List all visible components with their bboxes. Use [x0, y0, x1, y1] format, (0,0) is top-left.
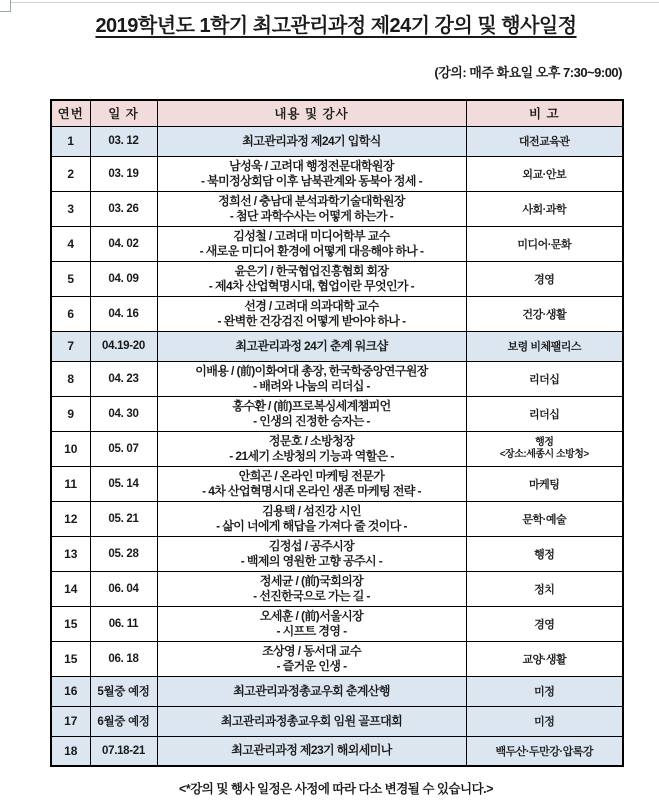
- table-handle-artifact: [0, 0, 11, 12]
- cell-remark-line: 경영: [534, 273, 555, 286]
- table-row: [51, 641, 623, 676]
- cell-content: [157, 466, 466, 501]
- cell-remark: [466, 606, 623, 641]
- footer-note: <*강의 및 행사 일정은 사정에 따라 다소 변경될 수 있습니다.>: [179, 782, 493, 796]
- cell-content: [157, 641, 466, 676]
- cell-date-line: 05. 21: [108, 512, 139, 525]
- cell-content-line: 조상영 / 동서대 교수: [262, 643, 361, 658]
- cell-date: [90, 331, 157, 361]
- cell-content-line: 오세훈 / (前)서울시장: [259, 608, 364, 623]
- cell-remark: [466, 466, 623, 501]
- cell-remark-line: <장소:세종시 소방청>: [499, 448, 589, 460]
- cell-remark-line: 리더십: [529, 408, 560, 421]
- cell-date-line: 03. 19: [108, 167, 139, 180]
- cell-content: [157, 706, 466, 736]
- cell-no: [51, 431, 90, 466]
- cell-date-line: 05. 14: [108, 477, 139, 490]
- cell-remark: [466, 536, 623, 571]
- cell-date: [90, 361, 157, 396]
- cell-no-line: 2: [67, 166, 75, 181]
- cell-content-line: 안희곤 / 온라인 마케팅 전문가: [238, 468, 385, 483]
- cell-no: [51, 361, 90, 396]
- cell-content-line: 정문호 / 소방청장: [268, 433, 355, 448]
- cell-no: [51, 331, 90, 361]
- cell-remark: [466, 296, 623, 331]
- cell-remark-line: 문학·예술: [522, 513, 567, 526]
- cell-date: [90, 261, 157, 296]
- cell-date-line: 06. 18: [108, 652, 139, 665]
- cell-no-line: 3: [67, 201, 75, 216]
- table-row: [51, 126, 623, 156]
- cell-date-line: 04. 09: [108, 272, 139, 285]
- column-header-date: 일 자: [90, 100, 157, 126]
- cell-remark: [466, 126, 623, 156]
- cell-content-line: 남성욱 / 고려대 행정전문대학원장: [229, 158, 394, 173]
- cell-content: [157, 431, 466, 466]
- cell-date-line: 04. 02: [108, 237, 139, 250]
- schedule-note: (강의: 매주 화요일 오후 7:30~9:00): [434, 65, 622, 80]
- cell-content-line: 정세균 / (前)국회의장: [259, 573, 364, 588]
- cell-content-line: - 첨단 과학수사는 어떻게 하는가 -: [229, 208, 394, 223]
- table-row: [51, 261, 623, 296]
- cell-content-line: 최고관리과정 24기 춘계 워크샵: [235, 338, 388, 353]
- cell-no-line: 10: [64, 441, 78, 456]
- cell-content: [157, 396, 466, 431]
- cell-remark: [466, 431, 623, 466]
- cell-content-line: - 인생의 진정한 승자는 -: [253, 413, 370, 428]
- cell-content: [157, 296, 466, 331]
- cell-date: [90, 536, 157, 571]
- cell-content: [157, 261, 466, 296]
- cell-date-line: 04. 30: [108, 407, 139, 420]
- cell-content: [157, 736, 466, 766]
- cell-no: [51, 706, 90, 736]
- cell-remark-line: 미정: [534, 716, 555, 728]
- cell-date: [90, 501, 157, 536]
- cell-date: [90, 156, 157, 191]
- cell-remark: [466, 676, 623, 706]
- cell-remark-line: 교양·생활: [522, 653, 567, 666]
- table-row: [51, 396, 623, 431]
- table-row: [51, 536, 623, 571]
- cell-no-line: 8: [67, 371, 75, 386]
- cell-no-line: 5: [67, 271, 75, 286]
- table-row: [51, 706, 623, 736]
- cell-no-line: 16: [64, 684, 78, 698]
- cell-content-line: 최고관리과정 제23기 해외세미나: [231, 743, 392, 758]
- cell-content-line: 선경 / 고려대 의과대학 교수: [244, 298, 379, 313]
- cell-no: [51, 466, 90, 501]
- cell-date: [90, 571, 157, 606]
- cell-date: [90, 676, 157, 706]
- cell-remark-line: 리더십: [529, 373, 560, 386]
- cell-content: [157, 331, 466, 361]
- cell-remark: [466, 156, 623, 191]
- cell-no: [51, 606, 90, 641]
- cell-remark-line: 정치: [534, 583, 555, 596]
- cell-remark-line: 미디어·문화: [517, 238, 572, 251]
- table-row: [51, 676, 623, 706]
- cell-no: [51, 226, 90, 261]
- cell-date: [90, 191, 157, 226]
- cell-remark: [466, 331, 623, 361]
- cell-content-line: 김용택 / 섬진강 시인: [262, 503, 361, 518]
- table-row: [51, 431, 623, 466]
- cell-date: [90, 226, 157, 261]
- cell-no: [51, 191, 90, 226]
- cell-content-line: - 북미정상회담 이후 남북관계와 동북아 정세 -: [200, 173, 423, 188]
- cell-content: [157, 361, 466, 396]
- cell-remark: [466, 501, 623, 536]
- cell-content: [157, 126, 466, 156]
- cell-content-line: 윤은기 / 한국협업진흥협회 회장: [234, 263, 389, 278]
- cell-content: [157, 191, 466, 226]
- cell-date: [90, 466, 157, 501]
- cell-remark: [466, 571, 623, 606]
- cell-no-line: 18: [64, 743, 78, 758]
- cell-date-line: 04. 16: [108, 307, 139, 320]
- cell-date-line: 5월중 예정: [97, 686, 150, 698]
- cell-no: [51, 156, 90, 191]
- cell-remark-line: 미정: [534, 686, 555, 698]
- cell-no-line: 4: [67, 236, 75, 251]
- table-row: [51, 156, 623, 191]
- schedule-table-body: [51, 126, 623, 766]
- cell-content-line: - 삶이 너에게 해답을 가져다 줄 것이다 -: [216, 518, 407, 533]
- table-row: [51, 606, 623, 641]
- cell-content: [157, 226, 466, 261]
- cell-remark-line: 마케팅: [529, 478, 560, 491]
- cell-no-line: 9: [67, 406, 75, 421]
- cell-content: [157, 536, 466, 571]
- cell-no-line: 11: [64, 476, 78, 491]
- cell-remark-line: 보령 비체팰리스: [507, 341, 581, 353]
- cell-no: [51, 296, 90, 331]
- cell-remark-line: 외교·안보: [522, 168, 567, 181]
- cell-no-line: 1: [67, 134, 75, 148]
- cell-date-line: 05. 28: [108, 547, 139, 560]
- cell-content-line: 최고관리과정 제24기 입학식: [242, 133, 381, 148]
- cell-content-line: - 선진한국으로 가는 길 -: [253, 588, 370, 603]
- schedule-table: [50, 99, 624, 767]
- cell-remark-line: 대전교육관: [518, 136, 570, 148]
- cell-no: [51, 676, 90, 706]
- cell-content-line: 정희선 / 충남대 분석과학기술대학원장: [218, 193, 405, 208]
- cell-content: [157, 501, 466, 536]
- cell-date-line: 03. 26: [108, 202, 139, 215]
- cell-date: [90, 706, 157, 736]
- cell-date-line: 06. 11: [108, 617, 139, 630]
- cell-remark: [466, 736, 623, 766]
- cell-date-line: 07.18-21: [102, 744, 145, 757]
- cell-no: [51, 126, 90, 156]
- cell-content-line: - 백제의 영원한 고향 공주시 -: [240, 553, 383, 568]
- cell-date-line: 04.19-20: [102, 340, 145, 352]
- table-row: [51, 296, 623, 331]
- cell-no-line: 14: [64, 581, 78, 596]
- cell-remark: [466, 641, 623, 676]
- cell-date: [90, 126, 157, 156]
- cell-no-line: 15: [64, 651, 78, 666]
- cell-content: [157, 571, 466, 606]
- cell-no-line: 7: [67, 339, 75, 353]
- cell-content-line: - 제4차 산업혁명시대, 협업이란 무엇인가 -: [208, 278, 415, 293]
- cell-content-line: 김정섭 / 공주시장: [268, 538, 355, 553]
- cell-no-line: 13: [64, 546, 78, 561]
- cell-no-line: 6: [67, 306, 75, 321]
- cell-remark: [466, 361, 623, 396]
- cell-content-line: 홍수환 / (前)프로복싱세계챔피언: [232, 398, 391, 413]
- cell-content-line: 김성철 / 고려대 미디어학부 교수: [233, 228, 390, 243]
- cell-date: [90, 396, 157, 431]
- table-row: [51, 501, 623, 536]
- cell-no-line: 17: [64, 714, 78, 728]
- cell-remark: [466, 706, 623, 736]
- cell-content: [157, 676, 466, 706]
- column-header-content: 내용 및 강사: [157, 100, 466, 126]
- table-row: [51, 331, 623, 361]
- cell-content-line: 최고관리과정총교우회 임원 골프대회: [220, 713, 403, 728]
- cell-no-line: 15: [64, 616, 78, 631]
- column-header-no: 연번: [51, 100, 90, 126]
- table-row: [51, 191, 623, 226]
- cell-content-line: - 즐거운 인생 -: [276, 658, 347, 673]
- cell-date: [90, 296, 157, 331]
- cell-date: [90, 736, 157, 766]
- cell-no: [51, 261, 90, 296]
- document-page: [50, 0, 622, 797]
- cell-remark: [466, 191, 623, 226]
- cell-remark: [466, 261, 623, 296]
- cell-no: [51, 641, 90, 676]
- cell-date-line: 06. 04: [108, 582, 139, 595]
- cell-date: [90, 431, 157, 466]
- table-header-row: [51, 100, 623, 126]
- cell-date-line: 03. 12: [108, 135, 139, 147]
- cell-content-line: - 배려와 나눔의 리더십 -: [253, 378, 370, 393]
- cell-no: [51, 736, 90, 766]
- cell-content-line: - 시프트 경영 -: [276, 623, 347, 638]
- table-row: [51, 226, 623, 261]
- cell-remark: [466, 396, 623, 431]
- cell-remark-line: 건강·생활: [522, 308, 567, 321]
- cell-content-line: 이배용 / (前)이화여대 총장, 한국학중앙연구원장: [195, 363, 428, 378]
- cell-content-line: - 새로운 미디어 환경에 어떻게 대응해야 하나 -: [199, 243, 424, 258]
- cell-date-line: 05. 07: [108, 442, 139, 455]
- cell-remark-line: 백두산·두만강·압록강: [495, 745, 593, 758]
- cell-date-line: 04. 23: [108, 372, 139, 385]
- table-row: [51, 571, 623, 606]
- cell-no: [51, 536, 90, 571]
- table-row: [51, 361, 623, 396]
- cell-date: [90, 641, 157, 676]
- cell-no-line: 12: [64, 511, 78, 526]
- column-header-remark: 비 고: [466, 100, 623, 126]
- cell-remark-line: 행정: [535, 436, 554, 448]
- cell-content: [157, 156, 466, 191]
- table-row: [51, 736, 623, 766]
- cell-content-line: - 4차 산업혁명시대 온라인 생존 마케팅 전략 -: [202, 483, 421, 498]
- cell-content: [157, 606, 466, 641]
- cell-content-line: 최고관리과정총교우회 춘계산행: [233, 683, 390, 698]
- cell-no: [51, 501, 90, 536]
- cell-no: [51, 571, 90, 606]
- cell-remark-line: 행정: [534, 548, 555, 561]
- table-row: [51, 466, 623, 501]
- cell-date-line: 6월중 예정: [97, 716, 150, 728]
- cell-remark-line: 사회·과학: [522, 203, 567, 216]
- cell-date: [90, 606, 157, 641]
- cell-remark: [466, 226, 623, 261]
- cell-content-line: - 21세기 소방청의 기능과 역할은 -: [229, 448, 394, 463]
- cell-content-line: - 완벽한 건강검진 어떻게 받아야 하나 -: [217, 313, 406, 328]
- cell-no: [51, 396, 90, 431]
- cell-remark-line: 경영: [534, 618, 555, 631]
- page-title: 2019학년도 1학기 최고관리과정 제24기 강의 및 행사일정: [95, 15, 577, 37]
